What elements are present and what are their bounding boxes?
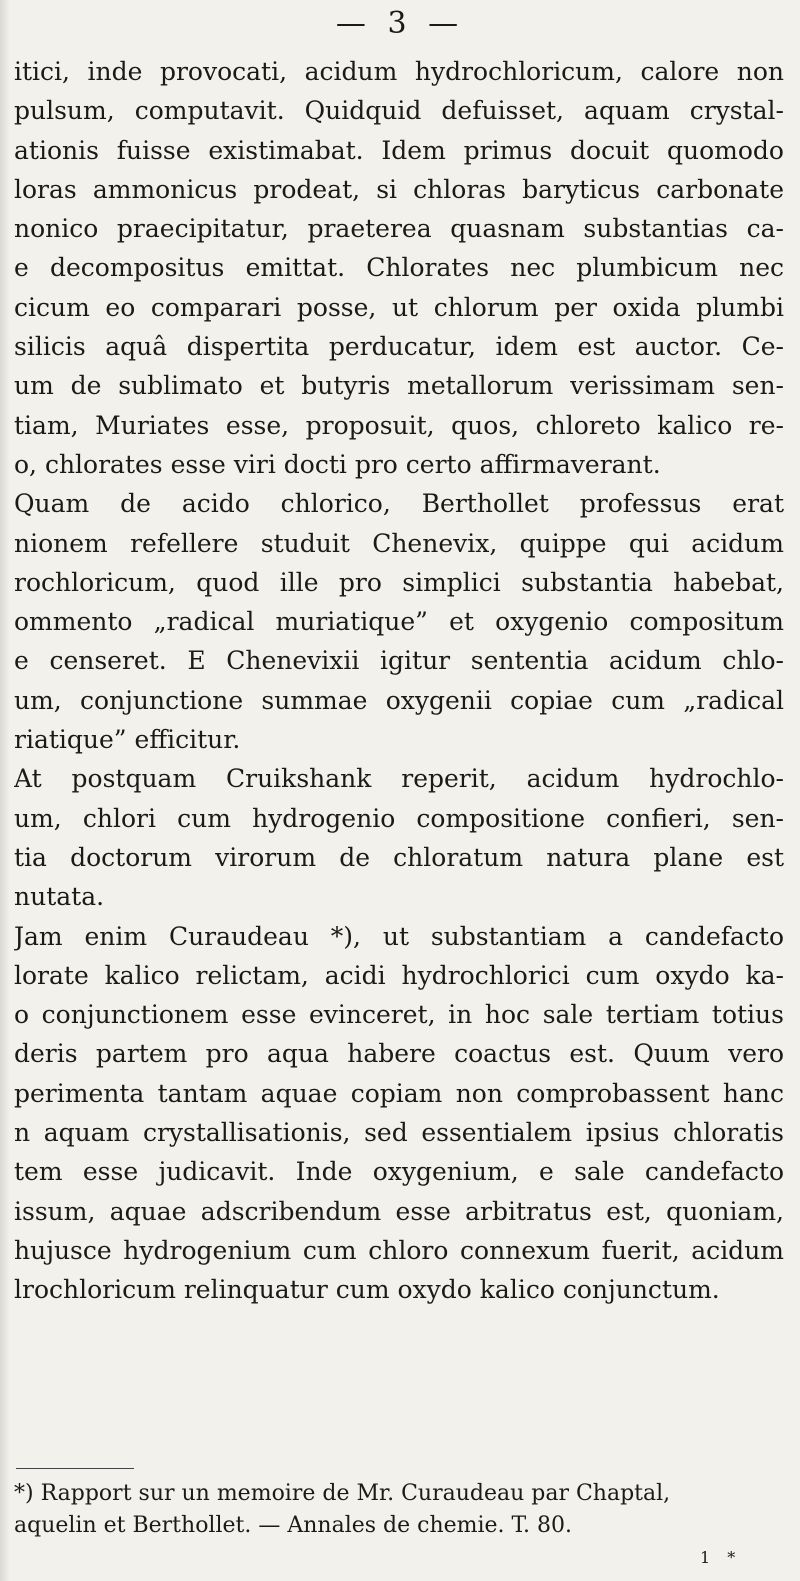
text-line: hujusce hydrogenium cum chloro connexum fuerit, acidum xyxy=(14,1235,784,1265)
text-line: pulsum, computavit. Quidquid defuisset, aquam crystal- xyxy=(14,96,784,126)
text-line: silicis aquâ dispertita perducatur, idem est auctor. Ce- xyxy=(14,332,784,362)
text-line: rochloricum, quod ille pro simplici substantia habebat, xyxy=(14,567,784,597)
text-line: deris partem pro aqua habere coactus est. Quum vero xyxy=(14,1039,784,1069)
text-line: perimenta tantam aquae copiam non comprobassent hanc xyxy=(14,1078,784,1108)
text-line: cicum eo comparari posse, ut chlorum per oxida plumbi xyxy=(14,292,784,322)
body-text xyxy=(14,52,784,1310)
text-line: tem esse judicavit. Inde oxygenium, e sale candefacto xyxy=(14,1157,784,1187)
text-line: loras ammonicus prodeat, si chloras baryticus carbonate xyxy=(14,174,784,204)
page-number: — 3 — xyxy=(335,6,465,41)
text-line: um, chlori cum hydrogenio compositione confieri, sen- xyxy=(14,803,784,833)
text-line: ommento „radical muriatique” et oxygenio compositum xyxy=(14,607,784,637)
text-line: lorate kalico relictam, acidi hydrochlorici cum oxydo ka- xyxy=(14,960,784,990)
text-line: um de sublimato et butyris metallorum verissimam sen- xyxy=(14,371,784,401)
footnote-line: aquelin et Berthollet. — Annales de chemie. T. 80. xyxy=(14,1513,572,1538)
text-line: tiam, Muriates esse, proposuit, quos, chloreto kalico re- xyxy=(14,410,784,440)
text-line: n aquam crystallisationis, sed essentialem ipsius chloratis xyxy=(14,1118,784,1148)
footnote-rule xyxy=(16,1468,134,1469)
text-line: At postquam Cruikshank reperit, acidum hydrochlo- xyxy=(14,764,784,794)
text-line: Quam de acido chlorico, Berthollet professus erat xyxy=(14,489,784,519)
text-line: nutata. xyxy=(14,882,105,912)
text-line: ationis fuisse existimabat. Idem primus docuit quomodo xyxy=(14,135,784,165)
signature-mark: 1 * xyxy=(700,1548,742,1567)
footnote-line: *) Rapport sur un memoire de Mr. Curaudeau par Chaptal, xyxy=(14,1481,671,1506)
text-line: e censeret. E Chenevixii igitur sententia acidum chlo- xyxy=(14,646,784,676)
text-line: lrochloricum relinquatur cum oxydo kalico conjunctum. xyxy=(14,1275,720,1305)
text-line: o conjunctionem esse evinceret, in hoc sale tertiam totius xyxy=(14,1000,784,1030)
binding-shadow xyxy=(0,0,10,1581)
footnotes xyxy=(14,1478,784,1542)
text-line: itici, inde provocati, acidum hydrochloricum, calore non xyxy=(14,57,784,86)
text-line: nonico praecipitatur, praeterea quasnam substantias ca- xyxy=(14,214,784,244)
text-line: Jam enim Curaudeau *), ut substantiam a candefacto xyxy=(14,921,784,951)
text-line: e decompositus emittat. Chlorates nec plumbicum nec xyxy=(14,253,784,283)
text-line: tia doctorum virorum de chloratum natura plane est xyxy=(14,842,784,872)
text-line: o, chlorates esse viri docti pro certo affirmaverant. xyxy=(14,449,661,479)
text-line: nionem refellere studuit Chenevix, quippe qui acidum xyxy=(14,528,784,558)
text-line: riatique” efficitur. xyxy=(14,725,241,755)
text-line: issum, aquae adscribendum esse arbitratus est, quoniam, xyxy=(14,1196,784,1226)
text-line: um, conjunctione summae oxygenii copiae cum „radical xyxy=(14,685,784,715)
